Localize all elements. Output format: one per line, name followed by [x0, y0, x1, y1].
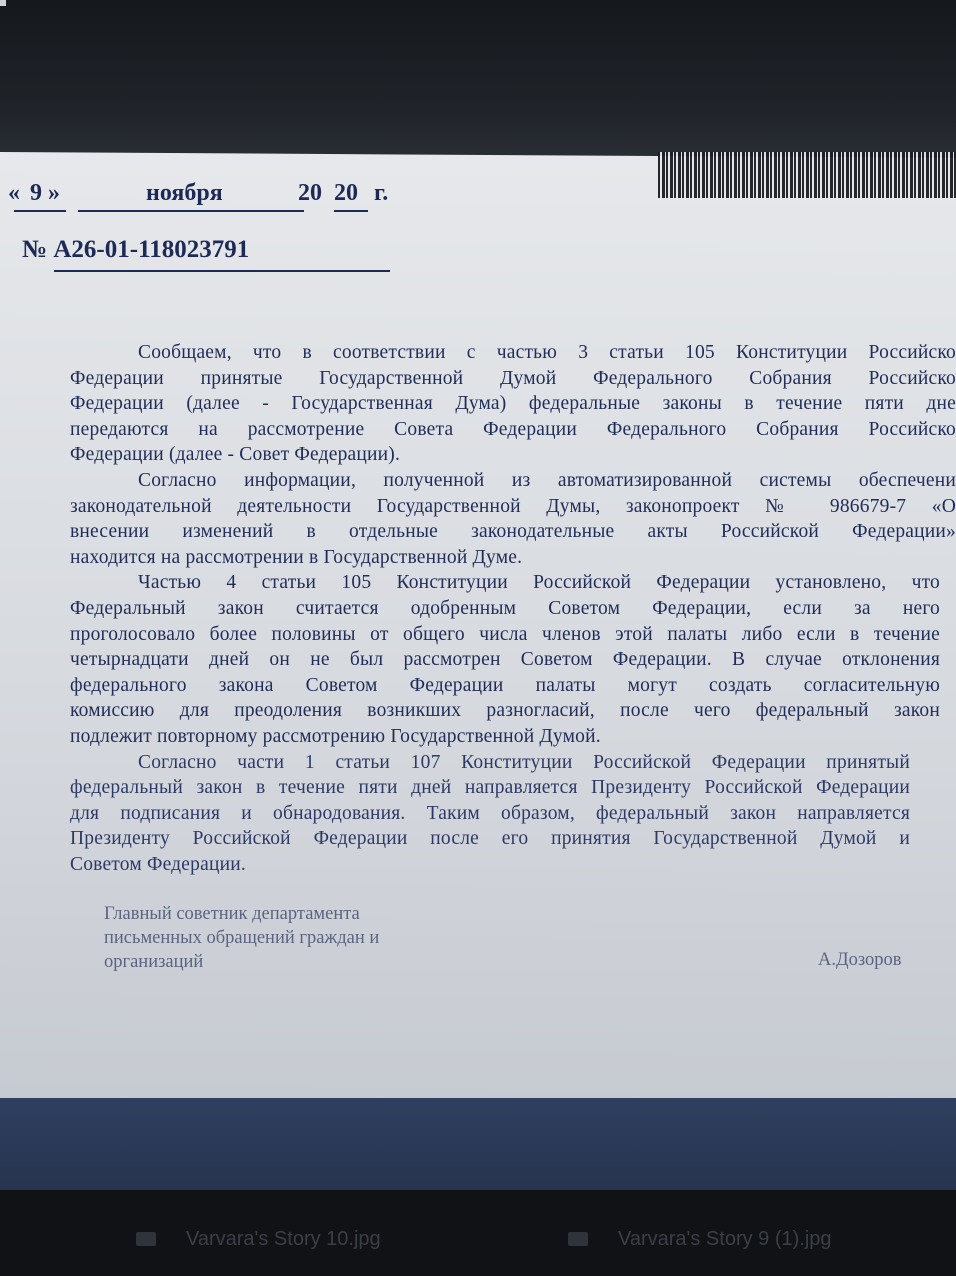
year-prefix: 20 — [298, 180, 322, 206]
paragraph-line: федеральный закон в течение пяти дней направляется Президенту Российской Федерации — [70, 777, 910, 799]
signatory-name: А.Дозоров — [818, 950, 902, 970]
paragraph-line: проголосовало более половины от общего числа членов этой палаты либо если в течение — [70, 623, 940, 645]
day-underline — [14, 210, 66, 212]
position-line: письменных обращений граждан и — [104, 928, 380, 948]
paragraph-2 — [70, 468, 956, 570]
taskbar-item-story-10[interactable]: Varvara's Story 10.jpg — [186, 1228, 381, 1250]
screen-corner — [0, 0, 6, 6]
day-open-quote: « — [8, 180, 20, 206]
paragraph-line: внесении изменений в отдельные законодательные акты Российской Федерации» — [70, 521, 956, 543]
paragraph-line: находится на рассмотрении в Государственной Думе. — [70, 546, 523, 568]
registration-underline — [54, 270, 390, 272]
paragraph-line: Федерации (далее - Государственная Дума) федеральные законы в течение пяти дне — [70, 393, 956, 415]
month-value: ноября — [146, 180, 223, 206]
letter-body — [70, 340, 956, 877]
paragraph-line: Согласно части 1 статьи 107 Конституции Российской Федерации принятый — [138, 751, 910, 773]
day-close-quote: » — [48, 180, 60, 206]
paragraph-line: четырнадцати дней он не был рассмотрен Советом Федерации. В случае отклонения — [70, 649, 940, 671]
position-line: организаций — [104, 952, 204, 972]
month-underline — [78, 210, 304, 212]
paragraph-3 — [70, 570, 940, 749]
year-unit: г. — [374, 180, 389, 206]
image-file-icon[interactable] — [568, 1232, 588, 1246]
day-value: 9 — [30, 180, 42, 206]
paragraph-line: Федерации (далее - Совет Федерации). — [70, 444, 401, 466]
background-top — [0, 0, 956, 160]
paragraph-line: Частью 4 статьи 105 Конституции Российской Федерации установлено, что — [138, 572, 940, 594]
paragraph-line: федерального закона Советом Федерации палаты могут создать согласительную — [70, 674, 940, 696]
year-underline — [334, 210, 368, 212]
paragraph-line: подлежит повторному рассмотрению Государственной Думой. — [70, 725, 601, 747]
paragraph-line: Сообщаем, что в соответствии с частью 3 статьи 105 Конституции Российско — [138, 342, 956, 363]
paragraph-line: Федерации принятые Государственной Думой Федерального Собрания Российско — [70, 367, 956, 389]
year-suffix: 20 — [334, 180, 358, 206]
paragraph-line: для подписания и обнародования. Таким образом, федеральный закон направляется — [70, 802, 910, 824]
registration-number: № А26-01-118023791 — [22, 236, 250, 263]
paragraph-4 — [70, 750, 910, 878]
paragraph-line: Президенту Российской Федерации после его принятия Государственной Думой и — [70, 828, 910, 850]
image-file-icon[interactable] — [136, 1232, 156, 1246]
signatory-position — [104, 902, 379, 974]
position-line: Главный советник департамента — [104, 904, 360, 924]
paragraph-line: Советом Федерации. — [70, 853, 246, 875]
paragraph-line: Согласно информации, полученной из автоматизированной системы обеспечени — [138, 469, 956, 491]
paragraph-line: Федеральный закон считается одобренным Советом Федерации, если за него — [70, 597, 940, 619]
paragraph-1 — [70, 340, 956, 468]
monitor-bezel-bar — [0, 1098, 956, 1190]
paragraph-line: передаются на рассмотрение Совета Федерации Федерального Собрания Российско — [70, 418, 956, 440]
paragraph-line: законодательной деятельности Государственной Думы, законопроект № 986679-7 «О — [70, 495, 956, 517]
paragraph-line: комиссию для преодоления возникших разногласий, после чего федеральный закон — [70, 700, 940, 722]
barcode — [658, 152, 956, 198]
taskbar-item-story-9[interactable]: Varvara's Story 9 (1).jpg — [618, 1228, 832, 1250]
